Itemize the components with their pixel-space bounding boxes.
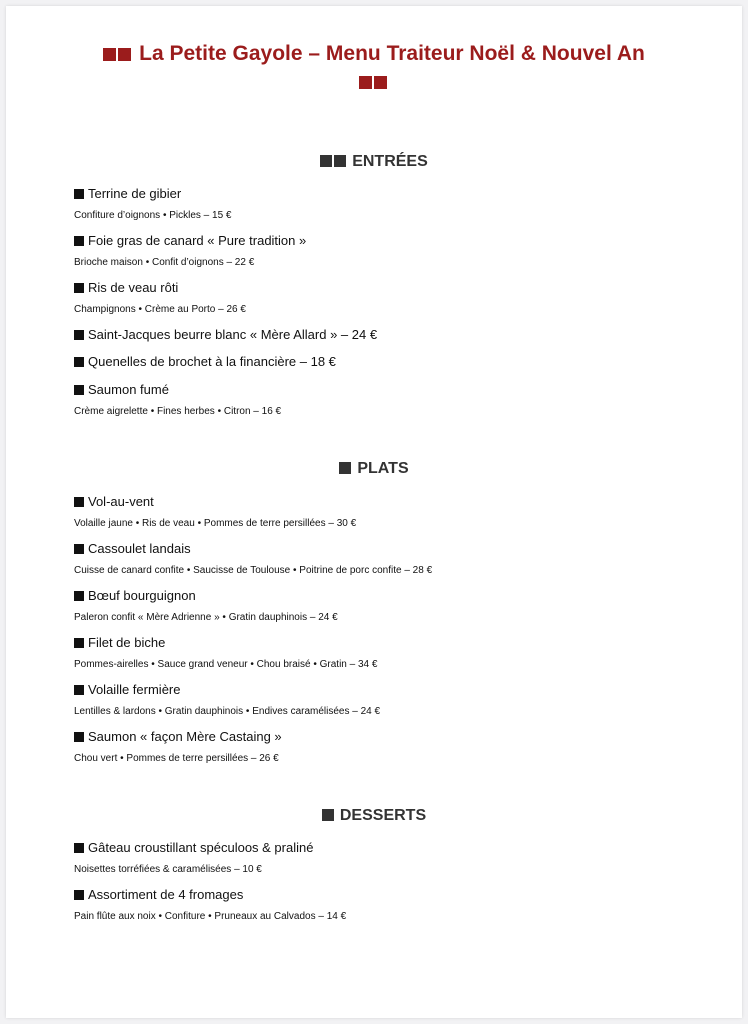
item-name: Gâteau croustillant spéculoos & praliné (88, 840, 314, 855)
item-description: Pain flûte aux noix • Confiture • Pruneaux au Calvados – 14 € (74, 911, 347, 922)
item-name: Foie gras de canard « Pure tradition » (88, 233, 307, 248)
menu-item (74, 279, 714, 316)
item-description: Volaille jaune • Ris de veau • Pommes de terre persillées – 30 € (74, 518, 357, 529)
bullet-square-icon (74, 685, 84, 695)
menu-item (74, 353, 714, 371)
bullet-square-icon (74, 591, 84, 601)
page-title-text: La Petite Gayole – Menu Traiteur Noël & Nouvel An (139, 42, 645, 65)
item-name: Saint-Jacques beurre blanc « Mère Allard » – 24 € (88, 327, 378, 342)
bullet-square-icon (74, 283, 84, 293)
item-description: Chou vert • Pommes de terre persillées – 26 € (74, 753, 279, 764)
menu-item (74, 326, 714, 344)
square-icon (118, 48, 131, 61)
item-name: Quenelles de brochet à la financière – 18 € (88, 354, 336, 369)
menu-page (6, 6, 742, 1018)
bullet-square-icon (74, 732, 84, 742)
menu-item (74, 839, 714, 876)
square-icon (320, 155, 332, 167)
square-icon (374, 76, 387, 89)
menu-item (74, 232, 714, 269)
square-icon (322, 809, 334, 821)
bullet-square-icon (74, 638, 84, 648)
item-name: Saumon « façon Mère Castaing » (88, 729, 282, 744)
item-name: Assortiment de 4 fromages (88, 887, 244, 902)
menu-item (74, 634, 714, 671)
item-description: Pommes-airelles • Sauce grand veneur • Chou braisé • Gratin – 34 € (74, 659, 378, 670)
section-title-plats (6, 459, 742, 479)
menu-item (74, 728, 714, 765)
item-name: Filet de biche (88, 635, 166, 650)
item-description: Noisettes torréfiées & caramélisées – 10 € (74, 864, 262, 875)
bullet-square-icon (74, 236, 84, 246)
section-title-text: PLATS (357, 460, 409, 477)
bullet-square-icon (74, 357, 84, 367)
item-name: Cassoulet landais (88, 541, 191, 556)
item-description: Confiture d’oignons • Pickles – 15 € (74, 210, 232, 221)
bullet-square-icon (74, 544, 84, 554)
menu-item (74, 681, 714, 718)
item-name: Ris de veau rôti (88, 280, 179, 295)
section-title-entrees (6, 152, 742, 172)
item-description: Champignons • Crème au Porto – 26 € (74, 304, 246, 315)
menu-item (74, 886, 714, 923)
square-icon (339, 462, 351, 474)
item-name: Terrine de gibier (88, 186, 182, 201)
menu-item (74, 587, 714, 624)
item-name: Saumon fumé (88, 382, 169, 397)
menu-item (74, 185, 714, 222)
item-description: Paleron confit « Mère Adrienne » • Gratin dauphinois – 24 € (74, 612, 338, 623)
section-title-desserts (6, 806, 742, 826)
square-icon (359, 76, 372, 89)
bullet-square-icon (74, 189, 84, 199)
menu-item (74, 493, 714, 530)
menu-item (74, 540, 714, 577)
page-title (6, 40, 742, 96)
menu-item (74, 381, 714, 418)
square-icon (334, 155, 346, 167)
bullet-square-icon (74, 497, 84, 507)
bullet-square-icon (74, 330, 84, 340)
item-description: Brioche maison • Confit d’oignons – 22 € (74, 257, 255, 268)
square-icon (103, 48, 116, 61)
bullet-square-icon (74, 890, 84, 900)
item-name: Bœuf bourguignon (88, 588, 196, 603)
section-title-text: DESSERTS (339, 807, 427, 824)
bullet-square-icon (74, 385, 84, 395)
item-description: Crème aigrelette • Fines herbes • Citron – 16 € (74, 406, 282, 417)
item-name: Vol-au-vent (88, 494, 154, 509)
bullet-square-icon (74, 843, 84, 853)
item-name: Volaille fermière (88, 682, 181, 697)
item-description: Lentilles & lardons • Gratin dauphinois • Endives caramélisées – 24 € (74, 706, 381, 717)
item-description: Cuisse de canard confite • Saucisse de Toulouse • Poitrine de porc confite – 28 € (74, 565, 433, 576)
section-title-text: ENTRÉES (352, 153, 428, 170)
